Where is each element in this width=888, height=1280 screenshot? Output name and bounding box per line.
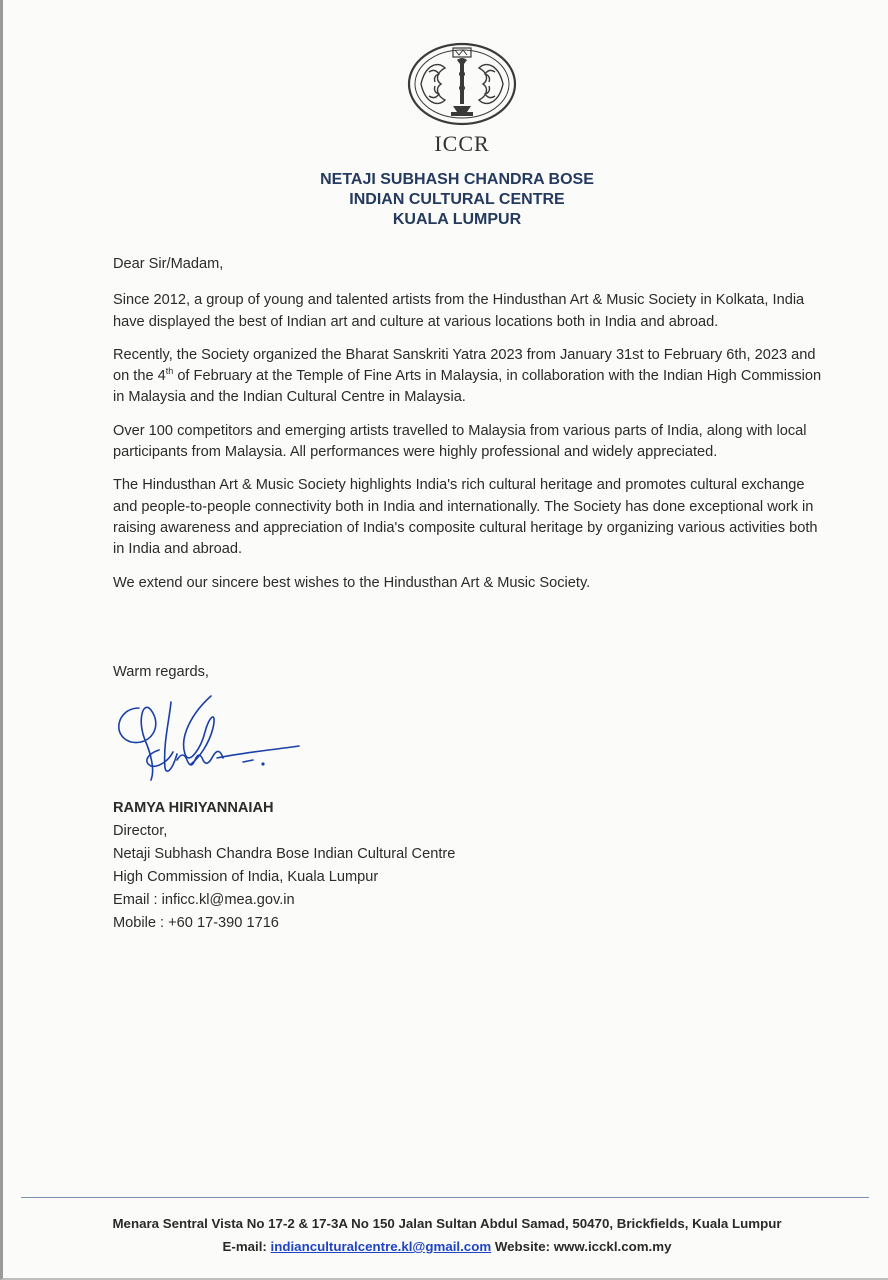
footer-website-label: Website:	[491, 1239, 554, 1254]
closing: Warm regards,	[113, 664, 209, 680]
letter-body	[113, 254, 825, 606]
footer-email-label: E-mail:	[222, 1239, 271, 1254]
footer-contact	[23, 1235, 871, 1258]
paragraph-4: The Hindusthan Art & Music Society highlights India's rich cultural heritage and promotes cultural exchange and people-to-people connectivity both in India and internationally. The Society has done exceptional work in raising awareness and appreciation of India's composite cultural heritage by organizing various activities both in India and abroad.	[113, 477, 818, 558]
footer-website: www.icckl.com.my	[553, 1239, 672, 1254]
footer-email-link[interactable]: indianculturalcentre.kl@gmail.com	[270, 1239, 492, 1254]
letterhead-title	[183, 170, 731, 230]
footer	[23, 1212, 871, 1258]
signature-icon	[107, 688, 307, 788]
footer-divider	[21, 1197, 869, 1198]
paragraph-5: We extend our sincere best wishes to the Hindusthan Art & Music Society.	[113, 574, 591, 591]
footer-address: Menara Sentral Vista No 17-2 & 17-3A No 150 Jalan Sultan Abdul Samad, 50470, Brickfields, Kuala Lumpur	[112, 1216, 782, 1231]
salutation: Dear Sir/Madam,	[113, 256, 224, 272]
paragraph-2	[113, 345, 825, 409]
letterhead-line-2: INDIAN CULTURAL CENTRE	[349, 191, 565, 208]
signatory-name: RAMYA HIRIYANNAIAH	[113, 800, 274, 816]
paragraph-2-part-b: of February at the Temple of Fine Arts in Malaysia, in collaboration with the Indian High Commission in Malaysia and the Indian Cultural Centre in Malaysia.	[113, 368, 822, 406]
paragraph-2-part-a: Recently, the Society organized the Bharat Sanskriti Yatra 2023 from January 31st to February 6th, 2023 and on the 4	[113, 346, 816, 385]
ordinal-suffix: th	[165, 366, 174, 377]
signatory-organization: Netaji Subhash Chandra Bose Indian Cultural Centre	[113, 846, 456, 862]
signatory-email: Email : inficc.kl@mea.gov.in	[113, 892, 295, 908]
paragraph-1: Since 2012, a group of young and talented artists from the Hindusthan Art & Music Society in Kolkata, India have displayed the best of Indian art and culture at various locations both in India and abroad.	[113, 292, 805, 330]
signatory-block	[113, 797, 613, 935]
signatory-title: Director,	[113, 823, 168, 839]
iccr-emblem-icon	[407, 42, 517, 126]
signatory-mobile: Mobile : +60 17-390 1716	[113, 915, 279, 931]
logo-text: ICCR	[434, 131, 490, 156]
letterhead-line-1: NETAJI SUBHASH CHANDRA BOSE	[320, 171, 594, 188]
letterhead-line-3: KUALA LUMPUR	[392, 211, 522, 228]
paragraph-3: Over 100 competitors and emerging artists travelled to Malaysia from various parts of India, along with local participants from Malaysia. All performances were highly professional and widely appreciated.	[113, 422, 807, 461]
signatory-office: High Commission of India, Kuala Lumpur	[113, 869, 379, 885]
